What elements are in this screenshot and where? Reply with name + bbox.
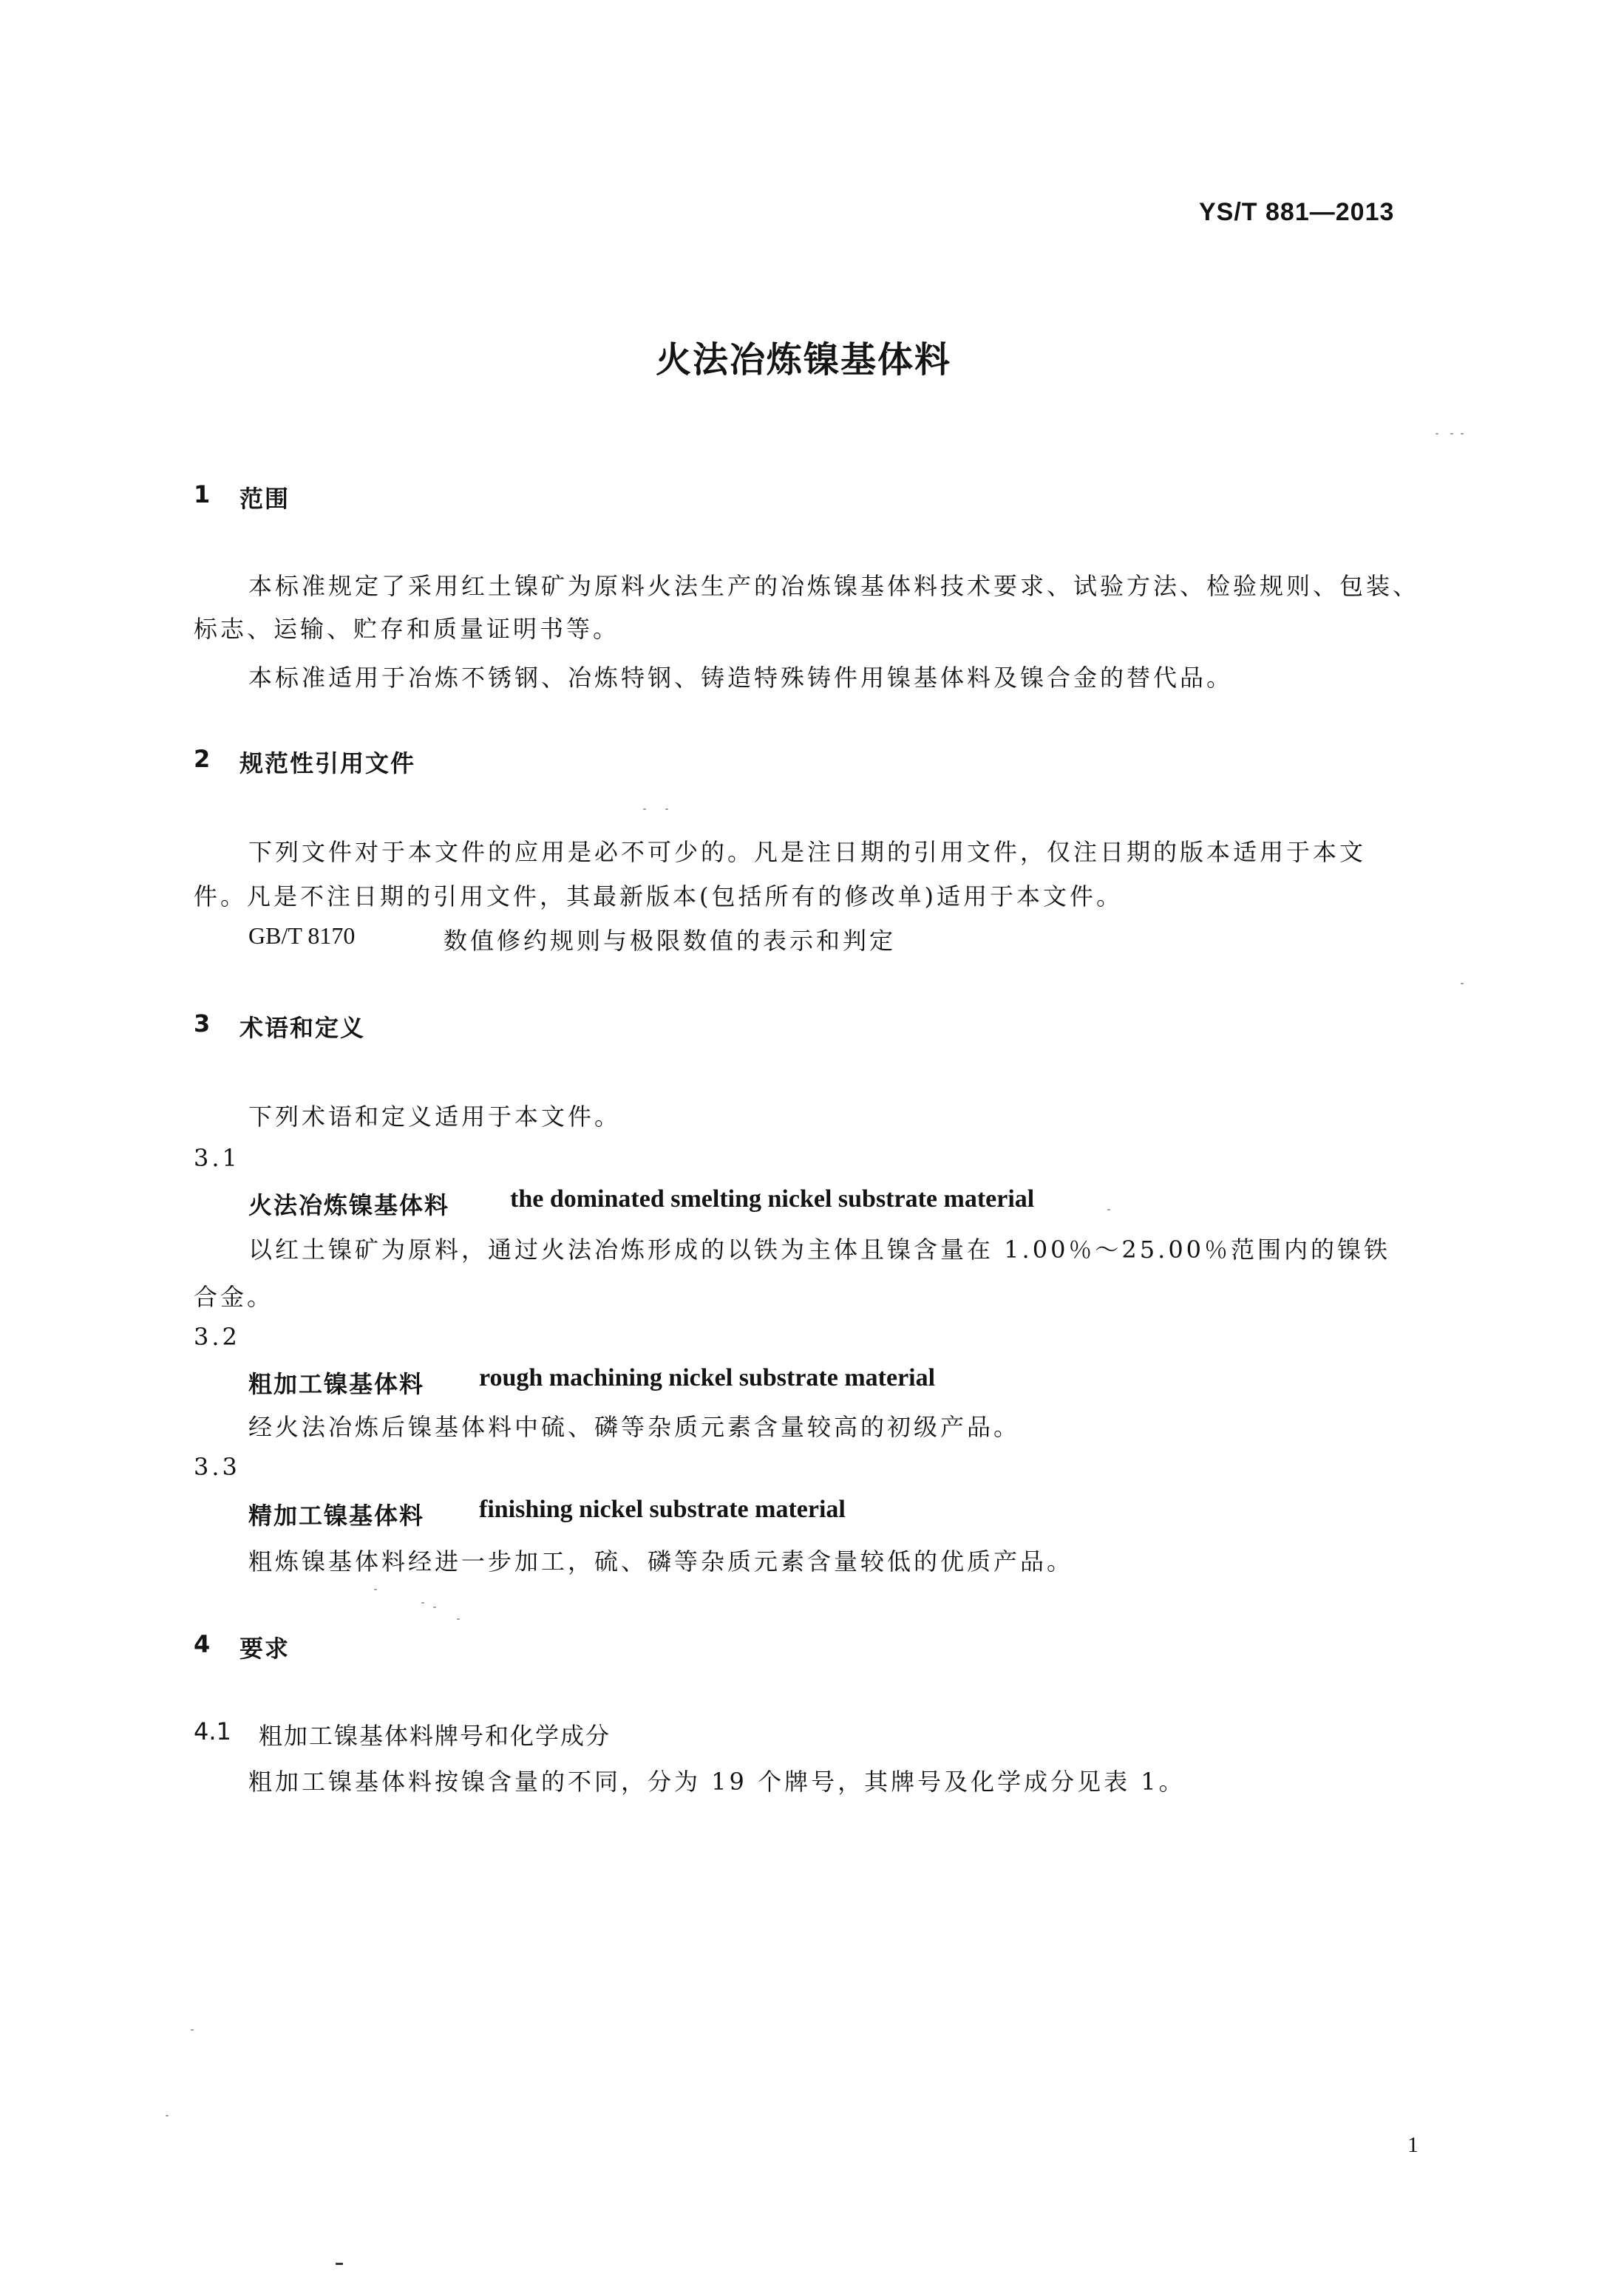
terms-intro: 下列术语和定义适用于本文件。 [248,1103,622,1131]
term-3-1-number: 3.1 [194,1144,240,1172]
section-2-number: 2 [194,745,211,773]
scan-speck [1461,983,1464,984]
scan-speck [166,2115,169,2116]
term-3-1-definition-line-1: 以红土镍矿为原料，通过火法冶炼形成的以铁为主体且镍含量在 1.00％～25.00％范围内的镍铁 [248,1236,1391,1264]
term-3-1-english: the dominated smelting nickel substrate material [510,1185,1035,1213]
scan-speck [457,1618,460,1620]
scan-speck [433,1607,436,1608]
scan-speck [374,1589,377,1590]
section-1-number: 1 [194,480,211,508]
scan-speck [191,2029,194,2031]
scope-para-1-line-2: 标志、运输、贮存和质量证明书等。 [194,615,620,643]
term-3-3-number: 3.3 [194,1453,240,1481]
page-title: 火法冶炼镍基体料 [655,339,951,381]
scan-speck [1450,433,1453,435]
reference-code: GB/T 8170 [248,922,356,949]
section-3-title: 术语和定义 [239,1014,366,1042]
term-3-3-chinese: 精加工镍基体料 [248,1502,425,1530]
section-3-number: 3 [194,1009,211,1038]
section-4-number: 4 [194,1630,211,1658]
page-number: 1 [1407,2133,1419,2157]
scan-speck [1107,1209,1110,1210]
section-1-title: 范围 [239,485,291,513]
term-3-3-english: finishing nickel substrate material [479,1496,846,1523]
scan-speck [336,2263,343,2265]
subsection-4-1-title: 粗加工镍基体料牌号和化学成分 [259,1722,611,1750]
scan-speck [421,1602,424,1604]
scan-speck [643,808,646,810]
term-3-2-definition: 经火法冶炼后镍基体料中硫、磷等杂质元素含量较高的初级产品。 [248,1413,1021,1441]
section-4-title: 要求 [239,1635,291,1663]
term-3-2-number: 3.2 [194,1323,240,1351]
term-3-3-definition: 粗炼镍基体料经进一步加工，硫、磷等杂质元素含量较低的优质产品。 [248,1547,1074,1575]
references-para-line-1: 下列文件对于本文件的应用是必不可少的。凡是注日期的引用文件，仅注日期的版本适用于本文 [248,838,1367,866]
reference-title: 数值修约规则与极限数值的表示和判定 [444,927,897,955]
scan-speck [1461,433,1464,435]
scan-speck [1436,433,1438,435]
term-3-1-chinese: 火法冶炼镍基体料 [248,1191,450,1219]
scope-para-2: 本标准适用于冶炼不锈钢、冶炼特钢、铸造特殊铸件用镍基体料及镍合金的替代品。 [248,664,1234,692]
standard-code: YS/T 881—2013 [1199,198,1395,226]
scope-para-1-line-1: 本标准规定了采用红土镍矿为原料火法生产的冶炼镍基体料技术要求、试验方法、检验规则、包装、 [248,572,1420,600]
scan-speck [665,808,668,810]
term-3-2-chinese: 粗加工镍基体料 [248,1370,425,1398]
subsection-4-1-paragraph: 粗加工镍基体料按镍含量的不同，分为 19 个牌号，其牌号及化学成分见表 1。 [248,1768,1186,1796]
references-para-line-2: 件。凡是不注日期的引用文件，其最新版本(包括所有的修改单)适用于本文件。 [194,882,1123,910]
subsection-4-1-number: 4.1 [194,1717,231,1745]
section-2-title: 规范性引用文件 [239,749,416,777]
term-3-1-definition-line-2: 合金。 [194,1283,274,1311]
term-3-2-english: rough machining nickel substrate material [479,1364,936,1391]
